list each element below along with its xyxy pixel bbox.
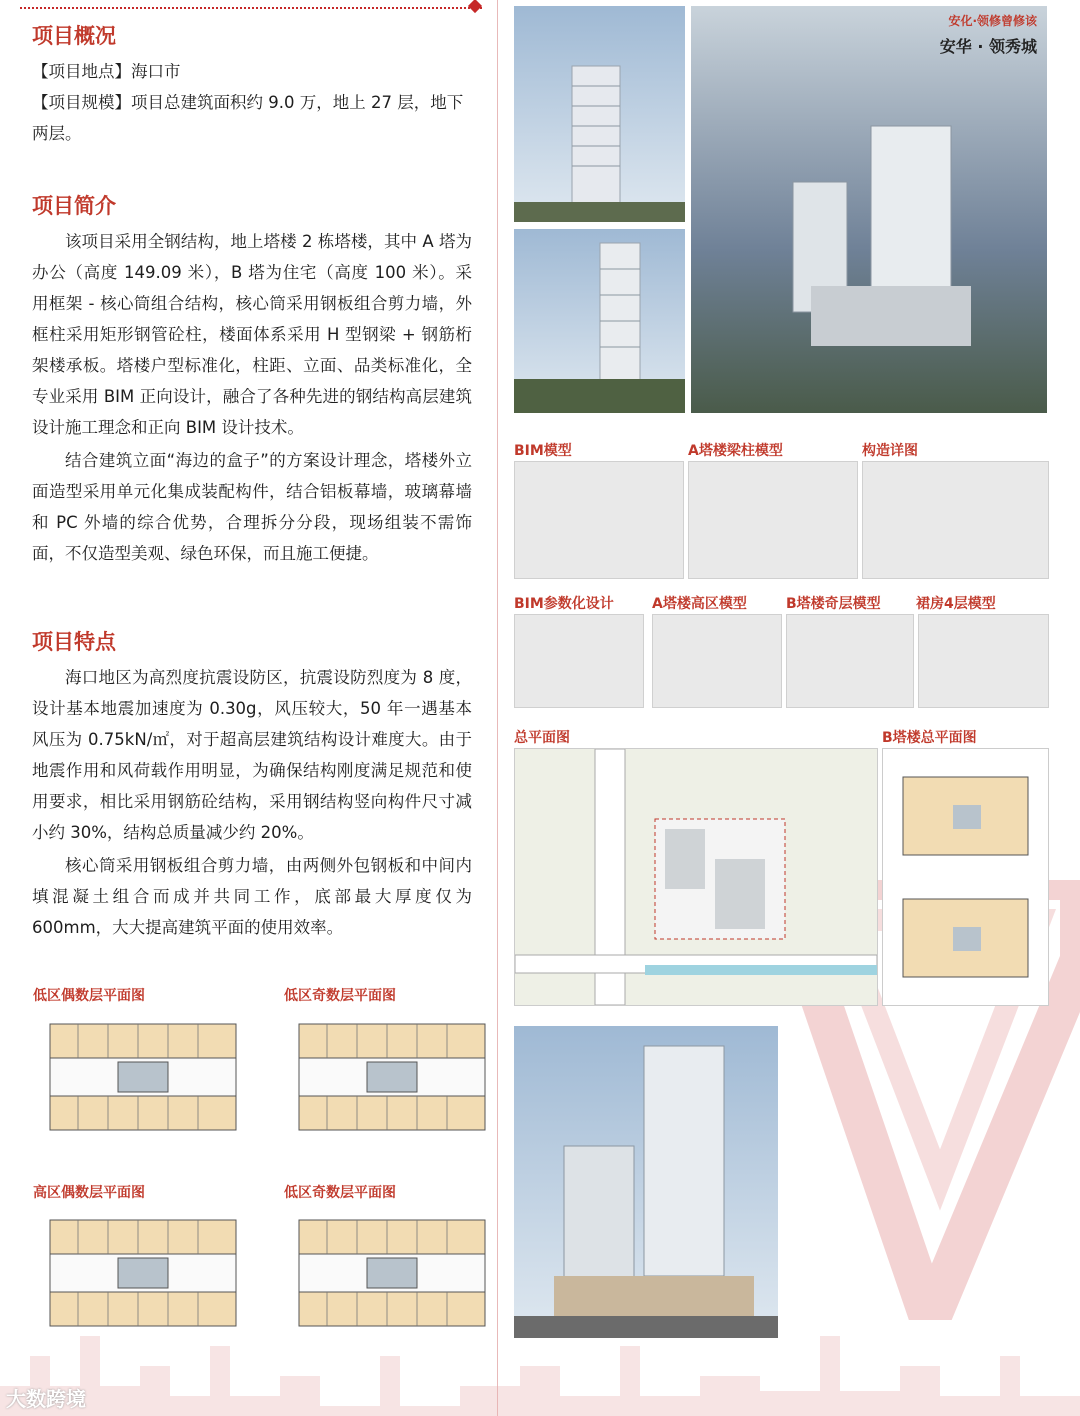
b-tower-odd-image [786, 614, 914, 708]
intro-section [32, 190, 472, 569]
location-value: 海口市 [131, 62, 181, 81]
caption-podium-4f: 裙房4层模型 [916, 596, 996, 612]
watermark: 大数跨境 [6, 1387, 86, 1411]
caption-bim-param: BIM参数化设计 [514, 596, 614, 612]
scale-value: 项目总建筑面积约 9.0 万，地上 27 层，地下 [131, 93, 464, 112]
bim-model-image [514, 461, 684, 579]
caption-b-tower-odd: B塔楼奇层模型 [786, 596, 881, 612]
top-diamond-ornament [468, 0, 482, 13]
overview-heading: 项目概况 [32, 24, 116, 48]
a-tower-beam-image [688, 461, 858, 579]
street-render [514, 1026, 778, 1338]
detail-image [862, 461, 1049, 579]
scale-label: 【项目规模】 [32, 93, 131, 112]
intro-paragraph-2: 结合建筑立面“海边的盒子”的方案设计理念，塔楼外立面造型采用单元化集成装配构件，结合铝板幕墙，玻璃幕墙和 PC 外墙的综合优势，合理拆分分段，现场组装不需饰面，不仅造型美观、绿色环保，而且施工便捷。 [32, 451, 472, 563]
floor-plan-low-odd [287, 1010, 497, 1144]
features-heading: 项目特点 [32, 630, 116, 654]
features-section [32, 626, 472, 943]
b-tower-plan-image [882, 748, 1049, 1006]
scale-value-cont: 两层。 [32, 124, 82, 143]
caption-detail: 构造详图 [862, 443, 918, 459]
top-dotted-rule [20, 7, 482, 9]
intro-heading: 项目简介 [32, 194, 116, 218]
caption-site-plan: 总平面图 [514, 730, 570, 746]
logo-line-2: 安华 · 领秀城 [939, 37, 1037, 56]
city-skyline-ornament [0, 1296, 1080, 1416]
features-paragraph-1: 海口地区为高烈度抗震设防区，抗震设防烈度为 8 度，设计基本地震加速度为 0.30g，风压较大，50 年一遇基本风压为 0.75kN/㎡，对于超高层建筑结构设计难度大。由于地震作用和风荷载作用明显，为确保结构刚度满足规范和使用要求，相比采用钢筋砼结构，采用钢结构竖向构件尺寸减小约 30%，结构总质量减少约 20%。 [32, 668, 472, 842]
caption-a-tower-high: A塔楼高区模型 [652, 596, 747, 612]
column-divider [497, 0, 498, 1416]
location-line [32, 56, 472, 87]
caption-bim-model: BIM模型 [514, 443, 572, 459]
tower-render-1 [514, 6, 685, 222]
podium-4f-image [918, 614, 1049, 708]
plan-title-low-even: 低区偶数层平面图 [33, 988, 145, 1004]
site-plan-image [514, 748, 878, 1006]
features-paragraph-2: 核心筒采用钢板组合剪力墙，由两侧外包钢板和中间内填混凝土组合而成并共同工作，底部最大厚度仅为 600mm，大大提高建筑平面的使用效率。 [32, 856, 472, 937]
intro-paragraph-1: 该项目采用全钢结构，地上塔楼 2 栋塔楼，其中 A 塔为办公（高度 149.09 米），B 塔为住宅（高度 100 米）。采用框架 - 核心筒组合结构，核心筒采用钢板组合剪力墙，外框柱采用矩形钢管砼柱，楼面体系采用 H 型钢梁 + 钢筋桁架楼承板。塔楼户型标准化，柱距、立面、品类标准化，全专业采用 BIM 正向设计，融合了各种先进的钢结构高层建筑设计施工理念和正向 BIM 设计技术。 [32, 232, 472, 437]
bim-param-image [514, 614, 644, 708]
plan-title-low-odd: 低区奇数层平面图 [284, 988, 396, 1004]
location-label: 【项目地点】 [32, 62, 131, 81]
tower-render-2 [514, 229, 685, 413]
left-column [32, 18, 472, 149]
logo-line-1: 安化·领修曾修该 [948, 14, 1037, 28]
floor-plan-low-even [38, 1010, 248, 1144]
plan-title-high-even: 高区偶数层平面图 [33, 1185, 145, 1201]
scale-line [32, 87, 472, 118]
caption-a-tower-beam: A塔楼梁柱模型 [688, 443, 783, 459]
aerial-render [691, 6, 1047, 413]
plan-title-low-odd-2: 低区奇数层平面图 [284, 1185, 396, 1201]
a-tower-high-image [652, 614, 782, 708]
caption-b-tower-plan: B塔楼总平面图 [882, 730, 977, 746]
